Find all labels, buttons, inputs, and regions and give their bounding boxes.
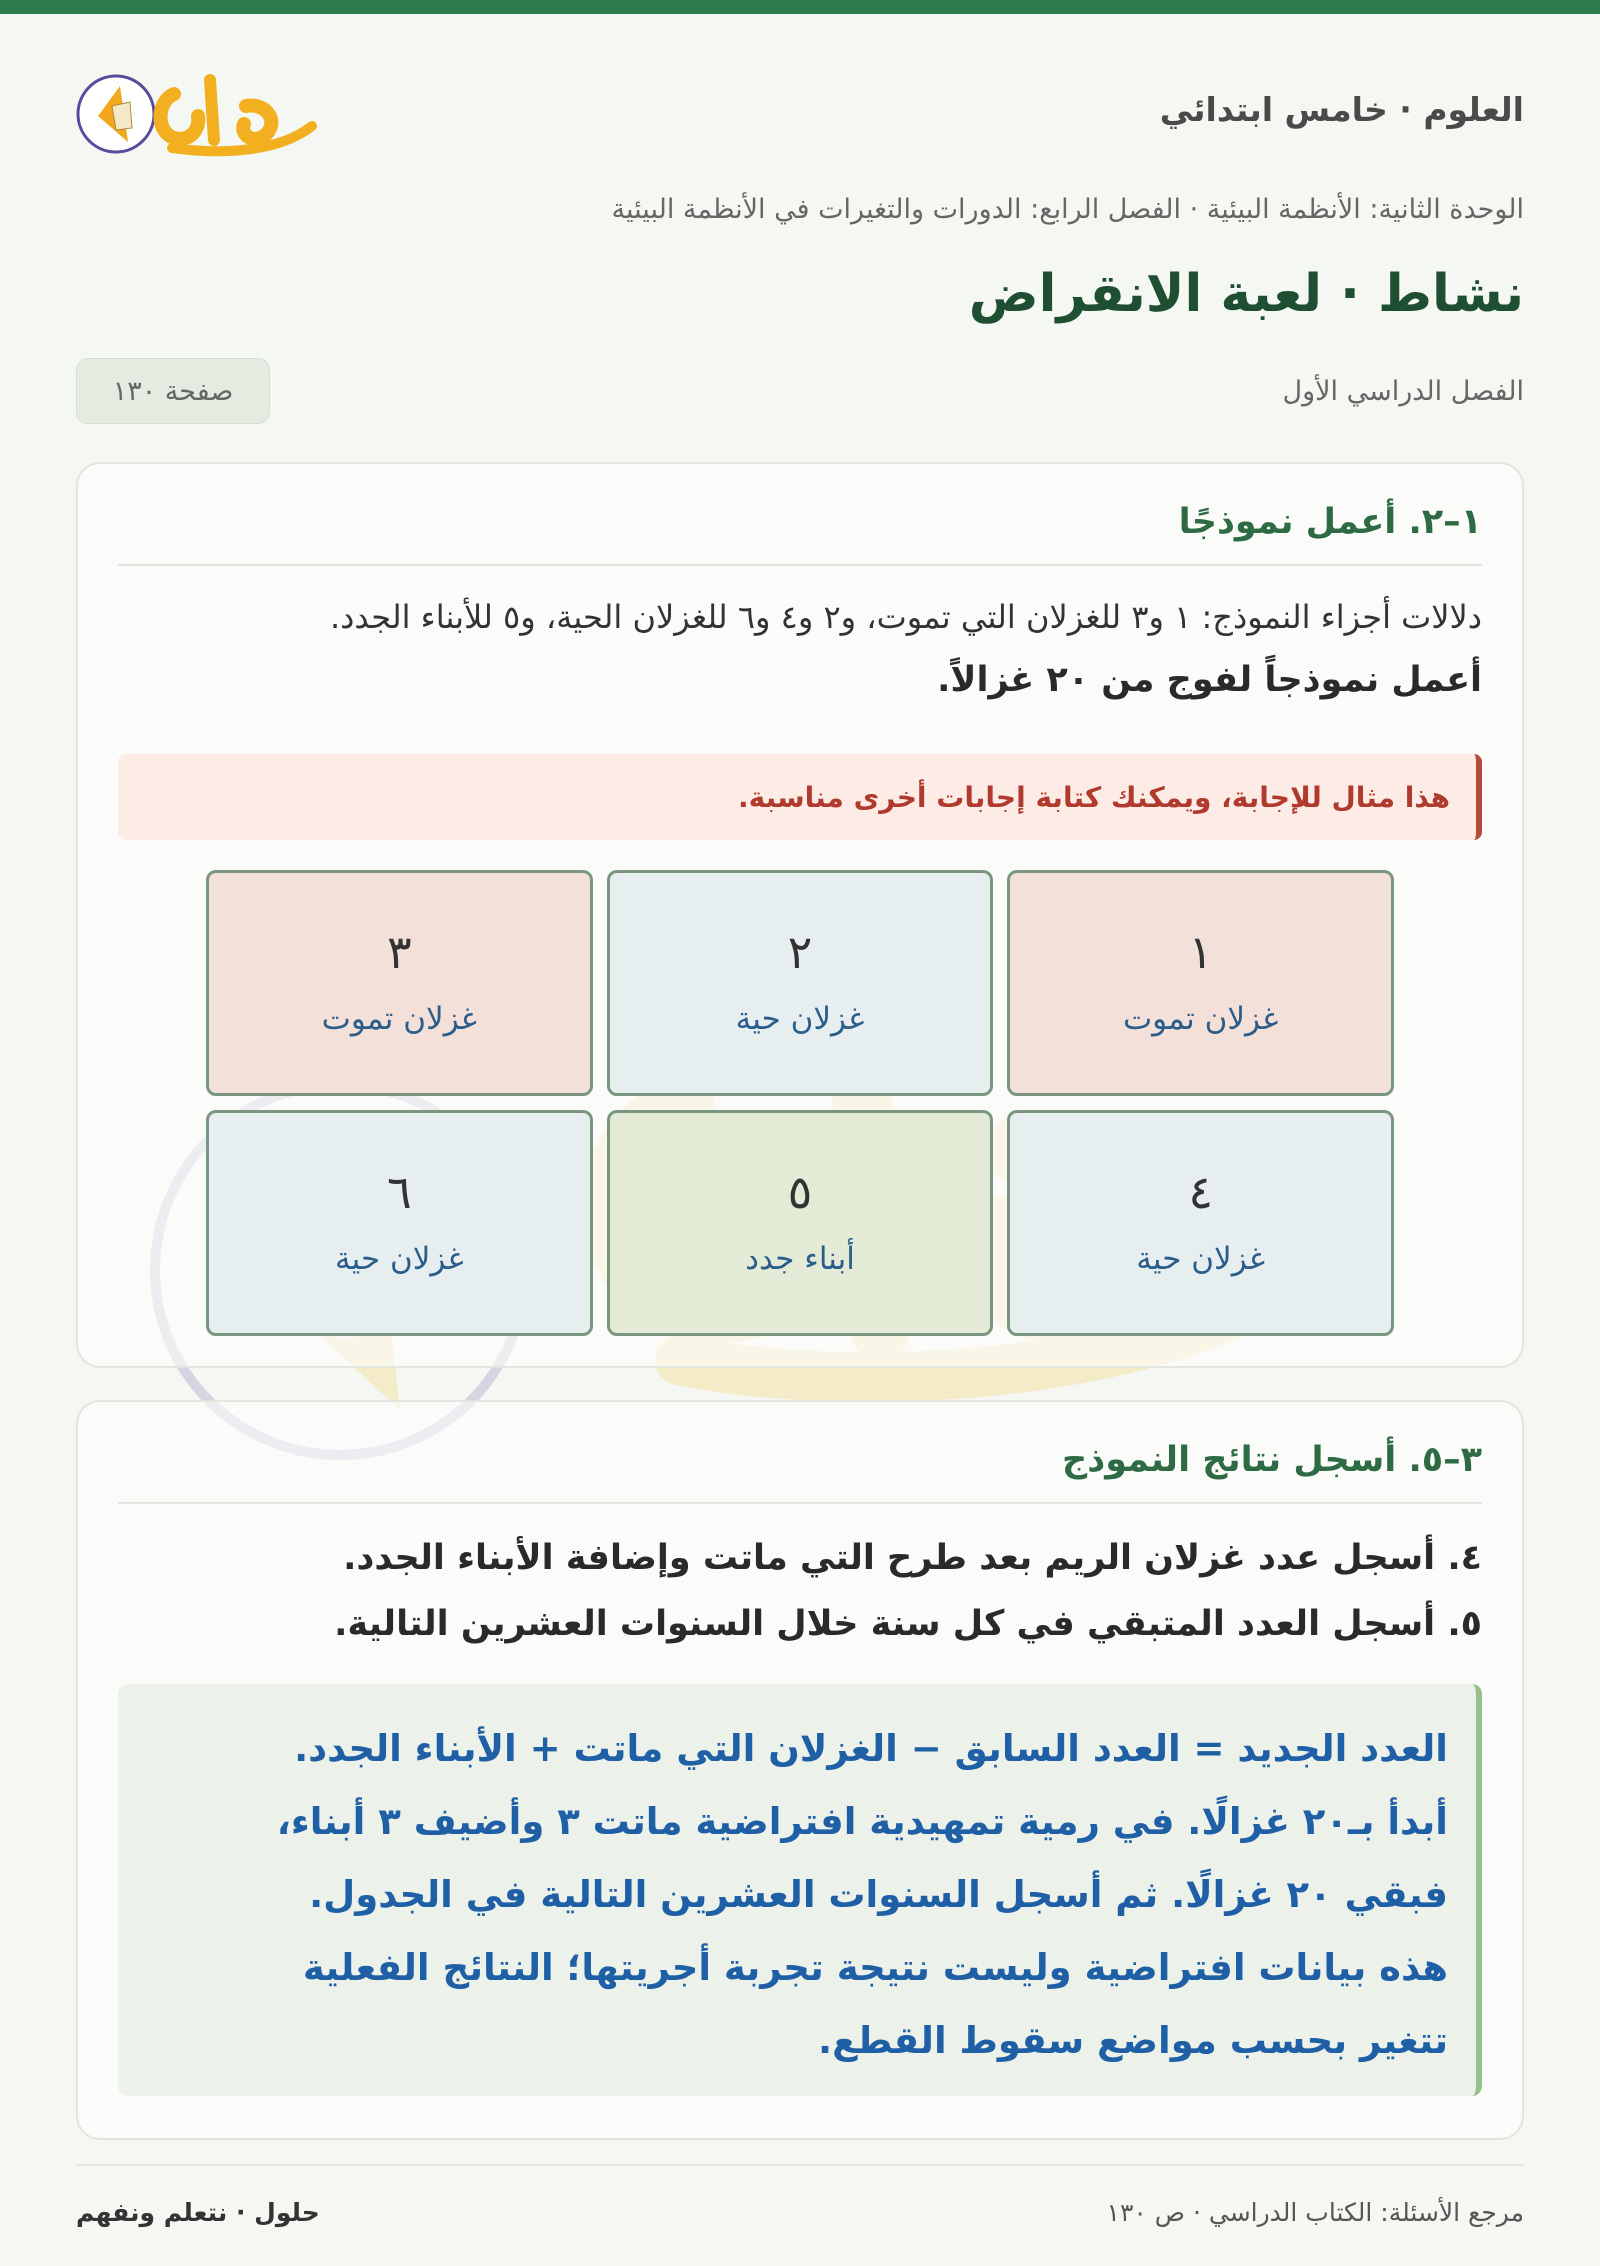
cell-number: ١ xyxy=(1188,925,1214,979)
header xyxy=(76,14,1524,194)
subject-title: العلوم · خامس ابتدائي xyxy=(1159,90,1524,129)
results-section-card xyxy=(76,1400,1524,2140)
answer-line: فبقي ٢٠ غزالًا. ثم أسجل السنوات العشرين التالية في الجدول. xyxy=(309,1873,1448,1916)
model-cell-5 xyxy=(607,1110,994,1336)
model-cell-4 xyxy=(1007,1110,1394,1336)
cell-number: ٣ xyxy=(386,925,412,979)
page-number-badge: صفحة ١٣٠ xyxy=(76,358,270,424)
instruction-text: أعمل نموذجاً لفوج من ٢٠ غزالاً. xyxy=(937,660,1482,700)
footer-brand: حلول · نتعلم ونفهم xyxy=(76,2198,320,2227)
question-5: ٥. أسجل العدد المتبقي في كل سنة خلال السنوات العشرين التالية. xyxy=(334,1604,1482,1644)
answer-line: هذه بيانات افتراضية وليست نتيجة تجربة أجريتها؛ النتائج الفعلية xyxy=(302,1946,1448,1989)
page-title: نشاط · لعبة الانقراض xyxy=(968,264,1524,324)
cell-number: ٢ xyxy=(787,925,813,979)
answer-line: أبدأ بـ٢٠ غزالًا. في رمية تمهيدية افتراضية ماتت ٣ وأضيف ٣ أبناء، xyxy=(276,1800,1448,1843)
hulul-logo[interactable] xyxy=(76,54,336,174)
cell-label: أبناء جدد xyxy=(745,1241,855,1277)
section-title: ١–٢. أعمل نموذجًا xyxy=(118,502,1482,566)
answer-line: العدد الجديد = العدد السابق − الغزلان التي ماتت + الأبناء الجدد. xyxy=(294,1727,1448,1770)
answer-line: تتغير بحسب مواضع سقوط القطع. xyxy=(818,2019,1448,2062)
cell-label: غزلان تموت xyxy=(321,1001,478,1037)
question-4: ٤. أسجل عدد غزلان الريم بعد طرح التي ماتت وإضافة الأبناء الجدد. xyxy=(343,1538,1482,1578)
model-cell-2 xyxy=(607,870,994,1096)
model-section-card xyxy=(76,462,1524,1368)
model-cell-3 xyxy=(206,870,593,1096)
example-note xyxy=(118,754,1482,840)
top-accent-bar xyxy=(0,0,1600,14)
cell-number: ٤ xyxy=(1188,1165,1214,1219)
model-cell-1 xyxy=(1007,870,1394,1096)
legend-text: دلالات أجزاء النموذج: ١ و٣ للغزلان التي تموت، و٢ و٤ و٦ للغزلان الحية، و٥ للأبناء الجدد. xyxy=(329,598,1482,636)
cell-label: غزلان حية xyxy=(334,1241,464,1277)
answer-box xyxy=(118,1684,1482,2096)
section-title: ٣–٥. أسجل نتائج النموذج xyxy=(118,1440,1482,1504)
semester-label: الفصل الدراسي الأول xyxy=(1282,376,1524,407)
model-cell-6 xyxy=(206,1110,593,1336)
breadcrumb: الوحدة الثانية: الأنظمة البيئية · الفصل الرابع: الدورات والتغيرات في الأنظمة البيئية xyxy=(611,194,1524,225)
example-note-text: هذا مثال للإجابة، ويمكنك كتابة إجابات أخرى مناسبة. xyxy=(738,780,1450,814)
cell-number: ٥ xyxy=(787,1165,813,1219)
footer xyxy=(76,2164,1524,2227)
cell-label: غزلان حية xyxy=(1136,1241,1266,1277)
footer-reference: مرجع الأسئلة: الكتاب الدراسي · ص ١٣٠ xyxy=(1106,2198,1524,2227)
cell-label: غزلان حية xyxy=(735,1001,865,1037)
page xyxy=(76,14,1524,2062)
cell-number: ٦ xyxy=(386,1165,412,1219)
model-grid xyxy=(206,870,1394,1336)
cell-label: غزلان تموت xyxy=(1122,1001,1279,1037)
